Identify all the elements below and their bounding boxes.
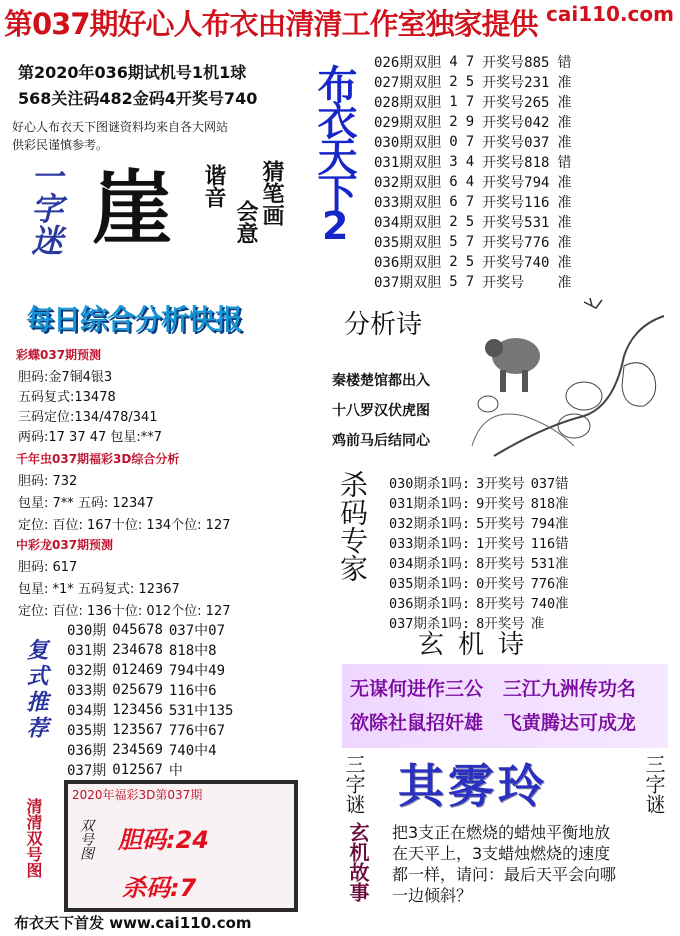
trial-line-1: 第2020年036期试机号1机1球 [18,63,247,82]
fushi-cell: 032期 [67,663,107,679]
kill-cell: 准 [530,616,545,632]
history-row [370,92,575,112]
history-cell: 开奖号265 [482,95,550,111]
kill-row [386,492,572,512]
history-cell: 开奖号037 [482,135,550,151]
sanzimi-text: 其雾玲 [398,759,548,813]
history-cell: 032期双胆 [374,175,442,191]
fushi-cell: 740中4 [168,743,217,759]
history-cell: 6 [449,174,458,190]
kill-cell: 034期杀1吗: [389,556,471,572]
history-cell: 开奖号231 [482,75,550,91]
history-cell: 7 [465,234,475,250]
fushi-cell: 776中67 [168,723,226,739]
qnc-line-2: 包星: 7** 五码: 12347 [18,496,154,511]
zcl-line-2: 包星: *1* 五码复式: 12367 [18,582,180,597]
fushi-row [64,760,236,780]
history-cell: 7 [465,274,475,290]
fushi-label: 复式推荐 [23,638,48,742]
trial-note-2: 供彩民谨慎参考。 [12,138,109,152]
kill-cell: 036期杀1吗: [389,596,471,612]
trial-note-1: 好心人布衣天下图谜资料均来自各大网站 [12,120,229,134]
sanzimi-right-tag: 三字谜 [642,754,666,814]
history-cell: 2 [449,214,458,230]
kill-cell: 032期杀1吗: [389,516,471,532]
qingqing-dan: 胆码:24 [118,826,209,854]
kill-cell: 740准 [530,596,569,612]
history-cell: 开奖号 [482,275,525,291]
caidie-line-2: 五码复式:13478 [18,390,116,405]
xuanji-line-2: 欲除社鼠招奸雄 飞黄腾达可成龙 [350,712,636,734]
fushi-cell: 033期 [67,683,107,699]
history-cell: 033期双胆 [374,195,442,211]
kill-cell: 033期杀1吗: [389,536,471,552]
history-cell: 准 [557,175,572,191]
history-cell: 5 [465,254,475,270]
caidie-line-1: 胆码:金7铜4银3 [18,370,113,385]
fushi-cell: 034期 [67,703,107,719]
kill-cell: 531准 [530,556,569,572]
history-cell: 7 [465,134,475,150]
history-cell: 1 [449,94,458,110]
history-row [370,72,575,92]
qingqing-card [64,780,298,912]
kill-cell: 3开奖号 [476,476,525,492]
history-cell: 4 [465,154,475,170]
page-title: 第037期好心人布衣由清清工作室独家提供 [4,7,538,41]
poem-analysis-box [324,296,672,466]
fushi-cell: 037期 [67,763,107,779]
history-cell: 031期双胆 [374,155,442,171]
history-cell: 开奖号818 [482,155,550,171]
fushi-cell: 037中07 [168,623,226,639]
history-row [370,212,575,232]
history-cell: 准 [557,95,572,111]
history-row [370,252,575,272]
history-cell: 0 [449,134,458,150]
section-caidie-title: 彩蝶037期预测 [16,348,102,362]
caidie-line-4: 两码:17 37 47 包星:**7 [18,430,163,445]
kill-cell: 035期杀1吗: [389,576,471,592]
history-cell: 准 [557,195,572,211]
history-row [370,152,575,172]
history-cell: 开奖号531 [482,215,550,231]
history-cell: 026期双胆 [374,55,442,71]
kill-cell: 0开奖号 [476,576,525,592]
history-cell: 9 [465,114,475,130]
zcl-line-3: 定位: 百位: 136十位: 012个位: 127 [18,604,231,619]
zcl-line-1: 胆码: 617 [18,560,78,575]
caidie-line-3: 三码定位:134/478/341 [18,410,158,425]
history-cell: 准 [557,135,572,151]
fushi-cell: 030期 [67,623,107,639]
fushi-cell: 234678 [112,642,163,658]
kill-code-label: 杀码专家 [336,470,369,582]
history-cell: 开奖号116 [482,195,550,211]
xuanji-story-text: 把3支正在燃烧的蜡烛平衡地放在天平上，3支蜡烛燃烧的速度都一样，请问：最后天平会向哪一边倾斜？ [392,823,617,905]
fushi-row [64,740,236,760]
kill-cell: 116错 [530,536,569,552]
fushi-cell: 035期 [67,723,107,739]
history-cell: 准 [557,115,572,131]
history-cell: 开奖号042 [482,115,550,131]
history-cell: 2 [449,114,458,130]
kill-row [386,592,572,612]
history-cell: 准 [557,275,572,291]
fushi-cell: 036期 [67,743,107,759]
history-cell: 7 [465,94,475,110]
fushi-box [8,620,304,779]
history-cell: 5 [465,214,475,230]
history-cell: 准 [557,235,572,251]
riddle-hint-3: 猜笔画 [259,160,284,226]
fushi-cell: 031期 [67,643,107,659]
qnc-line-1: 胆码: 732 [18,474,78,489]
history-cell: 037期双胆 [374,275,442,291]
section-zcl-title: 中彩龙037期预测 [16,538,114,552]
history-row [370,112,575,132]
history-cell: 7 [465,54,475,70]
fushi-cell: 116中6 [168,683,217,699]
fushi-cell: 818中8 [168,643,217,659]
history-cell: 3 [449,154,458,170]
kill-cell: 037期杀1吗: [389,616,471,632]
kill-cell: 776准 [530,576,569,592]
history-cell: 准 [557,255,572,271]
fushi-cell: 123567 [112,722,163,738]
fushi-row [64,680,236,700]
poem-line-2: 十八罗汉伏虎图 [332,403,430,419]
kill-row [386,552,572,572]
fushi-cell: 123456 [112,702,163,718]
trial-info-box [8,52,334,152]
history-cell: 035期双胆 [374,235,442,251]
history-row [370,272,575,292]
kill-cell: 9开奖号 [476,496,525,512]
ink-painting-image [464,296,670,462]
fushi-cell: 045678 [112,622,163,638]
history-cell: 5 [449,234,458,250]
history-table [370,52,575,292]
kill-cell: 037错 [530,476,569,492]
history-cell: 开奖号794 [482,175,550,191]
brand-vertical: 布衣天下 [311,64,357,208]
fushi-row [64,620,236,640]
poem-analysis-title: 分析诗 [344,310,423,340]
sanzimi-left-tag: 三字谜 [342,754,366,814]
kill-cell: 794准 [530,516,569,532]
xuanji-poem-box [338,620,672,750]
history-cell: 4 [449,54,458,70]
trial-line-2: 568关注码482金码4开奖号740 [18,89,258,108]
history-row [370,52,575,72]
fushi-cell: 794中49 [168,663,226,679]
poem-line-3: 鸡前马后结同心 [332,433,430,449]
daily-analysis-box [8,338,318,618]
history-row [370,192,575,212]
qingqing-label: 清清双号图 [24,798,43,878]
qnc-line-3: 定位: 百位: 167十位: 134个位: 127 [18,518,231,533]
kill-row [386,572,572,592]
history-table-box [370,52,672,291]
history-cell: 开奖号885 [482,55,550,71]
history-cell: 开奖号776 [482,235,550,251]
qingqing-sha: 杀码:7 [122,874,197,902]
kill-cell: 818准 [530,496,569,512]
fushi-row [64,640,236,660]
riddle-hint-1: 谐音 [201,164,226,208]
history-cell: 2 [449,74,458,90]
riddle-hint-2: 会意 [233,200,258,244]
history-cell: 5 [465,74,475,90]
section-qnc-title: 千年虫037期福彩3D综合分析 [16,452,180,466]
kill-code-box [324,468,672,632]
history-cell: 027期双胆 [374,75,442,91]
kill-cell: 8开奖号 [476,596,525,612]
history-cell: 2 [449,254,458,270]
brand-number: 2 [322,204,349,248]
fushi-row [64,660,236,680]
history-cell: 错 [557,55,572,71]
kill-cell: 031期杀1吗: [389,496,471,512]
fushi-cell: 012567 [112,762,163,778]
history-cell: 开奖号740 [482,255,550,271]
history-cell: 错 [557,155,572,171]
fushi-table [64,620,236,780]
xuanji-line-1: 无谋何进作三公 三江九洲传功名 [350,678,636,700]
history-cell: 028期双胆 [374,95,442,111]
fushi-cell: 中 [168,763,183,779]
history-row [370,172,575,192]
history-cell: 5 [449,274,458,290]
kill-cell: 5开奖号 [476,516,525,532]
xuanji-title: 玄机诗 [418,630,539,660]
kill-cell: 030期杀1吗: [389,476,471,492]
fushi-row [64,700,236,720]
history-cell: 准 [557,75,572,91]
xuanji-story-label: 玄机故事 [346,822,370,902]
fushi-cell: 012469 [112,662,163,678]
history-cell: 029期双胆 [374,115,442,131]
qingqing-card-title: 2020年福彩3D第037期 [72,788,203,802]
history-cell: 准 [557,215,572,231]
history-row [370,232,575,252]
history-cell: 4 [465,174,475,190]
site-logo[interactable]: cai110.com [546,2,674,26]
history-cell: 030期双胆 [374,135,442,151]
riddle-tag: 一字迷 [26,160,64,256]
qingqing-card-side: 双号图 [78,818,94,860]
history-row [370,132,575,152]
history-cell: 6 [449,194,458,210]
history-cell: 034期双胆 [374,215,442,231]
kill-row [386,512,572,532]
kill-code-table [386,472,572,632]
fushi-row [64,720,236,740]
riddle-char: 崖 [92,161,172,255]
fushi-cell: 025679 [112,682,163,698]
footer-text: 布衣天下首发 www.cai110.com [14,914,252,932]
kill-cell: 1开奖号 [476,536,525,552]
fushi-cell: 234569 [112,742,163,758]
history-cell: 036期双胆 [374,255,442,271]
riddle-hints [196,160,286,280]
kill-row [386,472,572,492]
fushi-cell: 531中135 [168,703,234,719]
history-cell: 7 [465,194,475,210]
kill-cell: 8开奖号 [476,616,525,632]
kill-row [386,532,572,552]
daily-banner: 每日综合分析快报 [26,303,243,336]
kill-cell: 8开奖号 [476,556,525,572]
poem-line-1: 秦楼楚馆都出入 [332,373,430,389]
